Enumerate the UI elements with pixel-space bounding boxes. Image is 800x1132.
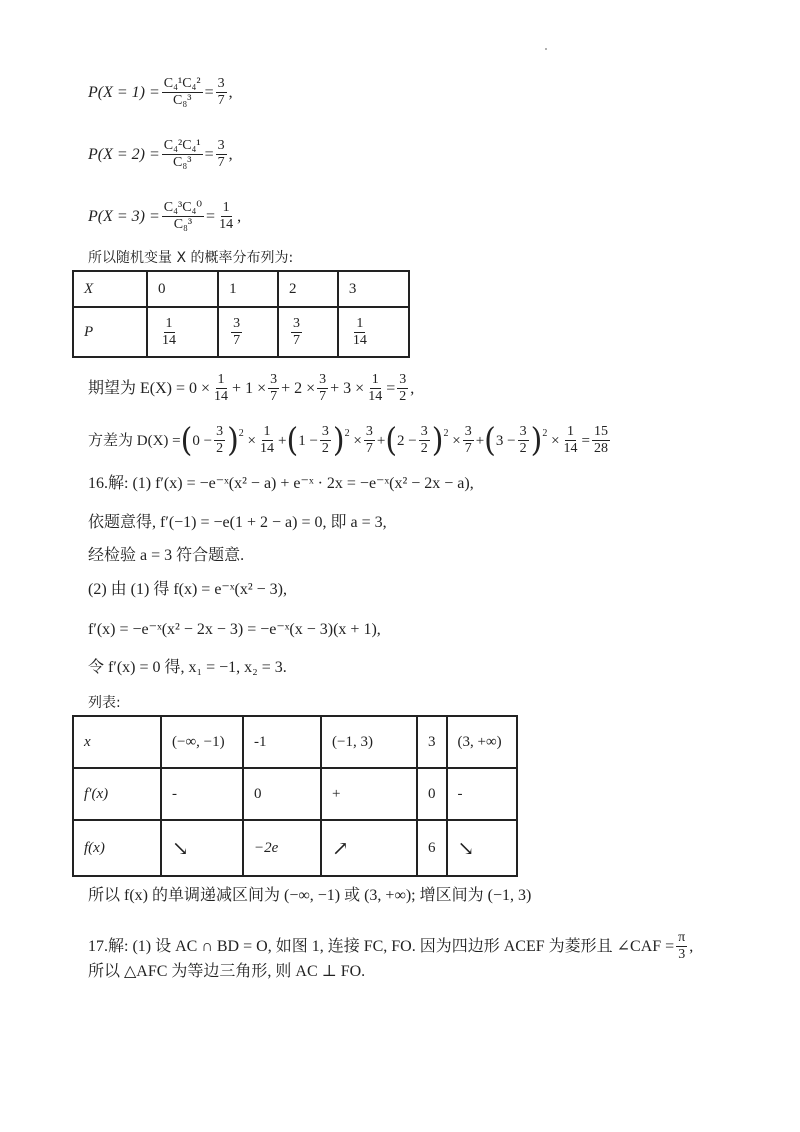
table-row	[73, 768, 517, 820]
table-cell: $\frac{1}{14}$	[147, 307, 218, 357]
conclusion-line: 所以 f(x) 的单调递减区间为 (−∞, −1) 或 (3, +∞); 增区间为 (−1, 3)	[88, 887, 532, 904]
comb-fraction: $\frac{\text{C₄²C₄¹}}{\text{C₈³}}$	[163, 138, 201, 170]
table-cell: x	[73, 716, 161, 768]
table-cell: (−1, 3)	[321, 716, 417, 768]
q16-line2: 依题意得, f′(−1) = −e(1 + 2 − a) = 0, 即 a = 3,	[88, 514, 387, 531]
table-cell: f(x)	[73, 820, 161, 876]
table-row	[73, 716, 517, 768]
decreasing-arrow-icon: ↘	[161, 820, 243, 876]
decreasing-arrow-icon: ↘	[447, 820, 518, 876]
table-cell: 1	[218, 271, 278, 307]
q16-line3: 经检验 a = 3 符合题意.	[88, 547, 245, 564]
variance-line: 方差为 D(X) = ( 0 − $\frac{3}{2}$ ) $^2$ × $\frac{1}{14}$ + ( 1 − $\frac{3}{2}$ ) $^2$ × $\frac{3}{7}$ + ( 2 − $\frac{3}{2}$ ) $^2$ × $\frac{3}{7}$ + ( 3 − $\frac{3}{2}$ ) $^2$ × $\frac{1}{14}$ = $\frac{15}{28}$	[88, 420, 608, 460]
sign-table	[72, 715, 518, 877]
table-cell: f′(x)	[73, 768, 161, 820]
prob-x2: P(X = 2) = $\frac{\text{C₄²C₄¹}}{\text{C₈³}}$ = $\frac{3}{7}$ ,	[88, 138, 233, 170]
table-cell: −2e	[243, 820, 321, 876]
prob-x1: P(X = 1) = $\frac{\text{C₄¹C₄²}}{\text{C₈³}}$ = $\frac{3}{7}$ ,	[88, 76, 233, 108]
table-cell: 3	[417, 716, 447, 768]
prob-lhs: P(X = 3) =	[88, 207, 160, 225]
comb-fraction: $\frac{\text{C₄¹C₄²}}{\text{C₈³}}$	[163, 76, 201, 108]
table-cell: 0	[243, 768, 321, 820]
prob-lhs: P(X = 2) =	[88, 145, 160, 163]
table-cell: -	[447, 768, 518, 820]
table-cell: 0	[147, 271, 218, 307]
table-row	[73, 820, 517, 876]
result-fraction: $\frac{3}{7}$	[217, 138, 225, 170]
table-cell: 3	[338, 271, 409, 307]
table-cell: -	[161, 768, 243, 820]
table-cell: 6	[417, 820, 447, 876]
table-cell: (3, +∞)	[447, 716, 518, 768]
prob-lhs: P(X = 1) =	[88, 83, 160, 101]
q16-line5: f′(x) = −e⁻ˣ(x² − 2x − 3) = −e⁻ˣ(x − 3)(x + 1),	[88, 621, 381, 638]
comb-fraction: $\frac{\text{C₄³C₄⁰}}{\text{C₈³}}$	[163, 200, 203, 232]
expectation-line: 期望为 E(X) = 0 × $\frac{1}{14}$ + 1 × $\frac{3}{7}$ + 2 × $\frac{3}{7}$ + 3 × $\frac{1}{14}$ = $\frac{3}{2}$ ,	[88, 372, 415, 404]
table-cell: -1	[243, 716, 321, 768]
table-cell: $\frac{3}{7}$	[218, 307, 278, 357]
prob-x3: P(X = 3) = $\frac{\text{C₄³C₄⁰}}{\text{C₈³}}$ = $\frac{1}{14}$ ,	[88, 200, 242, 232]
increasing-arrow-icon: ↗	[321, 820, 417, 876]
table-cell: 2	[278, 271, 338, 307]
dist-intro: 所以随机变量 X 的概率分布列为:	[88, 250, 294, 266]
table-cell: 0	[417, 768, 447, 820]
q16-line6: 令 f′(x) = 0 得, x₁ = −1, x₂ = 3.	[88, 659, 287, 676]
q17-line1: 17.解: (1) 设 AC ∩ BD = O, 如图 1, 连接 FC, FO. 因为四边形 ACEF 为菱形且 ∠CAF = $\frac{\pi}{3}$ ,	[88, 930, 694, 962]
table-row	[73, 271, 409, 307]
table-cell: X	[73, 271, 147, 307]
result-fraction: $\frac{1}{14}$	[219, 200, 234, 232]
q16-line1: 16.解: (1) f′(x) = −e⁻ˣ(x² − a) + e⁻ˣ · 2x = −e⁻ˣ(x² − 2x − a),	[88, 475, 474, 492]
q16-line4: (2) 由 (1) 得 f(x) = e⁻ˣ(x² − 3),	[88, 581, 287, 598]
table-row	[73, 307, 409, 357]
table-cell: +	[321, 768, 417, 820]
q17-line2: 所以 △AFC 为等边三角形, 则 AC ⊥ FO.	[88, 963, 366, 980]
table-cell: (−∞, −1)	[161, 716, 243, 768]
result-fraction: $\frac{3}{7}$	[217, 76, 225, 108]
speck	[545, 48, 547, 50]
table-cell: $\frac{1}{14}$	[338, 307, 409, 357]
table-cell: P	[73, 307, 147, 357]
distribution-table	[72, 270, 410, 358]
table-cell: $\frac{3}{7}$	[278, 307, 338, 357]
q16-line7: 列表:	[88, 695, 121, 711]
